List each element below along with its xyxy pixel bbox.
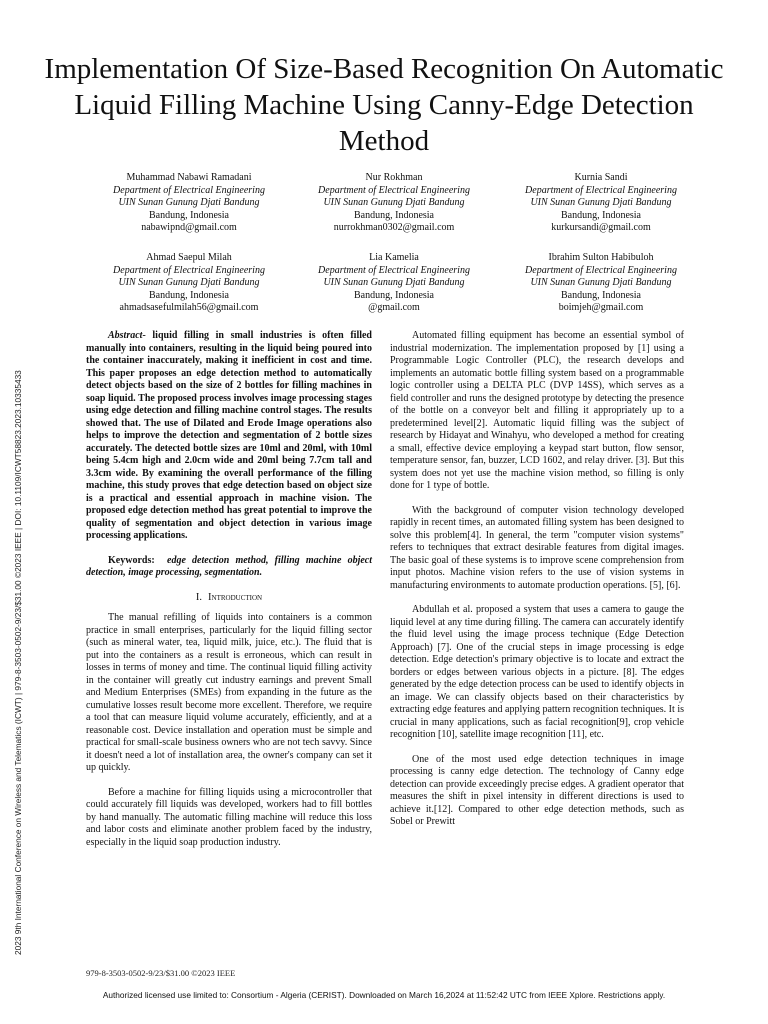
keywords-text: edge detection method, filling machine object detection, image processing, segmentation. bbox=[86, 554, 373, 578]
author-univ: UIN Sunan Gunung Djati Bandung bbox=[530, 277, 672, 288]
author-name: Ibrahim Sulton Habibuloh bbox=[548, 252, 654, 263]
abstract-paragraph bbox=[86, 330, 372, 543]
author-city: Bandung, Indonesia bbox=[561, 209, 641, 221]
section-number: I. bbox=[195, 591, 203, 603]
author-city: Bandung, Indonesia bbox=[149, 209, 229, 221]
author-email: nurrokhman0302@gmail.com bbox=[333, 222, 455, 233]
author-3 bbox=[496, 172, 706, 235]
author-1 bbox=[84, 172, 294, 235]
conference-sidebar-text: 2023 9th International Conference on Wireless and Telematics (ICWT) | 979-8-3503-0502-9/23/$31.00 ©2023 IEEE | DOI: 10.1109/ICWT58823.2023.10335433 bbox=[13, 370, 23, 955]
copyright-footer: 979-8-3503-0502-9/23/$31.00 ©2023 IEEE bbox=[86, 968, 236, 978]
author-5 bbox=[289, 252, 499, 315]
keywords-paragraph bbox=[86, 555, 372, 580]
author-name: Nur Rokhman bbox=[365, 172, 423, 183]
author-name: Muhammad Nabawi Ramadani bbox=[126, 172, 252, 183]
section-title: Introduction bbox=[208, 591, 263, 603]
left-column bbox=[86, 330, 372, 861]
body-paragraph: Automated filling equipment has become an essential symbol of industrial modernization. The implementation proposed by [1] using a Programmable Logic Controller (PLC), the research develops and implements an automatic bottle filling system based on a programmable logic controller using a DELTA PLC (DVP 14SS), which serves as a field controller and runs the designed prototype by detecting the presence of the bottle on a conveyor belt and filling it appropriately up to a predetermined level[2]. Automatic liquid filling was the subject of research by Hidayat and Winahyu, who developed a method for creating a small, effective device employing a keypad start button, flow sensor, temperature sensor, fan, buzzer, LCD 1602, and relay driver. [3]. But this system does not yet use the machine vision method, so filling is only done for 1 type of bottle. bbox=[390, 330, 684, 491]
author-email: kurkursandi@gmail.com bbox=[551, 222, 651, 233]
author-city: Bandung, Indonesia bbox=[149, 289, 229, 301]
author-city: Bandung, Indonesia bbox=[561, 289, 641, 301]
author-email: boimjeh@gmail.com bbox=[558, 302, 644, 313]
author-city: Bandung, Indonesia bbox=[354, 289, 434, 301]
body-paragraph: The manual refilling of liquids into containers is a common practice in small enterprises, particularly for the liquid filling sector (such as mineral water, tea, liquid milk, juice, etc.). The fluid that is put into the containers as a result is erroneous, which can result in losses in terms of money and time. The continual liquid filling activity in the container will greatly cut industry earnings and prevent Small and Medium Enterprises (SMEs) from expanding in the future as the cumulative losses result become more excellent. Therefore, we require a tool that can measure liquid volume accurately, efficiently, and at a reasonable cost. Device installation and operation must be simple and practical for small-scale business owners who are not tech savvy. Since it doesn't need a lot of installation area, the owner's company can set it up quickly. bbox=[86, 612, 372, 773]
author-name: Lia Kamelia bbox=[369, 252, 419, 263]
abstract-text: liquid filling in small industries is often filled manually into containers, resulting in the liquid being poured into the container inaccurately, making it inefficient in cost and time. This paper proposes an edge detection method to automatically detect objects based on the size of 2 bottles for filling machines in soap liquid. The proposed process involves image processing stages using edge detection and filling machine control stages. The results showed that. The use of Dilated and Erode Image operations also helps to improve the detection and segmentation of 2 bottle sizes accurately. The detected bottle sizes are 10ml and 20ml, with 10ml being 5.4cm high and 2.0cm wide and 20ml being 7.7cm tall and 3.3cm wide. By examining the overall performance of the filling machine, this study proves that edge detection based on object size is a practical and essential approach in machine vision. The proposed edge detection method has great potential to improve the quality of segmentation and object detection in various image processing applications. bbox=[86, 330, 372, 541]
author-dept: Department of Electrical Engineering bbox=[525, 184, 677, 196]
author-univ: UIN Sunan Gunung Djati Bandung bbox=[118, 277, 260, 288]
author-dept: Department of Electrical Engineering bbox=[318, 184, 470, 196]
paper-title: Implementation Of Size-Based Recognition On Automatic Liquid Filling Machine Using Canny-Edge Detection Method bbox=[44, 53, 724, 158]
abstract-label: Abstract- bbox=[108, 330, 146, 341]
author-email: nabawipnd@gmail.com bbox=[141, 222, 237, 233]
section-heading-introduction bbox=[86, 592, 372, 605]
author-6 bbox=[496, 252, 706, 315]
author-dept: Department of Electrical Engineering bbox=[113, 264, 265, 276]
author-city: Bandung, Indonesia bbox=[354, 209, 434, 221]
author-name: Ahmad Saepul Milah bbox=[146, 252, 232, 263]
keywords-label: Keywords: bbox=[108, 554, 155, 566]
author-4 bbox=[84, 252, 294, 315]
author-email: @gmail.com bbox=[368, 302, 420, 313]
author-2 bbox=[289, 172, 499, 235]
body-paragraph: With the background of computer vision technology developed rapidly in recent times, an automated filling system has been designed to solve this problem[4]. In general, the term "computer vision systems" refers to techniques that extract desirable features from digital images. The basic goal of these systems is to improve scene comprehension from input photos. Machine vision refers to the use of vision systems in manufacturing environments to automate production operations. [5], [6]. bbox=[390, 504, 684, 591]
author-name: Kurnia Sandi bbox=[574, 172, 628, 183]
author-univ: UIN Sunan Gunung Djati Bandung bbox=[323, 277, 465, 288]
body-paragraph: One of the most used edge detection techniques in image processing is canny edge detection. The technology of Canny edge detection can provide exceedingly precise edges. A gradient operator that measures the shift in pixel intensity in different directions is used to achieve it.[12]. Compared to other edge detection methods, such as Sobel or Prewitt bbox=[390, 753, 684, 827]
author-dept: Department of Electrical Engineering bbox=[525, 264, 677, 276]
author-email: ahmadsasefulmilah56@gmail.com bbox=[119, 302, 259, 313]
author-univ: UIN Sunan Gunung Djati Bandung bbox=[323, 197, 465, 208]
body-paragraph: Before a machine for filling liquids using a microcontroller that could accurately fill liquids was developed, workers had to fill bottles by hand manually. The automatic filling machine will reduce this loss and labor costs and eliminate another problem faced by the industry, especially in the liquid soap production industry. bbox=[86, 786, 372, 848]
authorized-use-notice: Authorized licensed use limited to: Consortium - Algeria (CERIST). Downloaded on March 16,2024 at 11:52:42 UTC from IEEE Xplore. Restrictions apply. bbox=[102, 990, 666, 1000]
author-univ: UIN Sunan Gunung Djati Bandung bbox=[118, 197, 260, 208]
body-paragraph: Abdullah et al. proposed a system that uses a camera to gauge the liquid level at any time during filling. The camera can accurately identify the fluid level using the image process technique (Edge Detection Approach) [7]. One of the crucial steps in image processing is edge detection. Edge detection's primary objective is to locate and extract the borders or edges between various objects in a picture. [8]. The edges generated by the edge detection process can be used to identify objects in an image. We can classify objects based on their characteristics by extracting edge features and applying pattern recognition techniques. It is crucial in many applications, such as facial recognition[9], crop vehicle recognition [10], satellite image recognition [11], etc. bbox=[390, 604, 684, 740]
author-dept: Department of Electrical Engineering bbox=[318, 264, 470, 276]
author-univ: UIN Sunan Gunung Djati Bandung bbox=[530, 197, 672, 208]
right-column bbox=[390, 330, 684, 841]
author-dept: Department of Electrical Engineering bbox=[113, 184, 265, 196]
